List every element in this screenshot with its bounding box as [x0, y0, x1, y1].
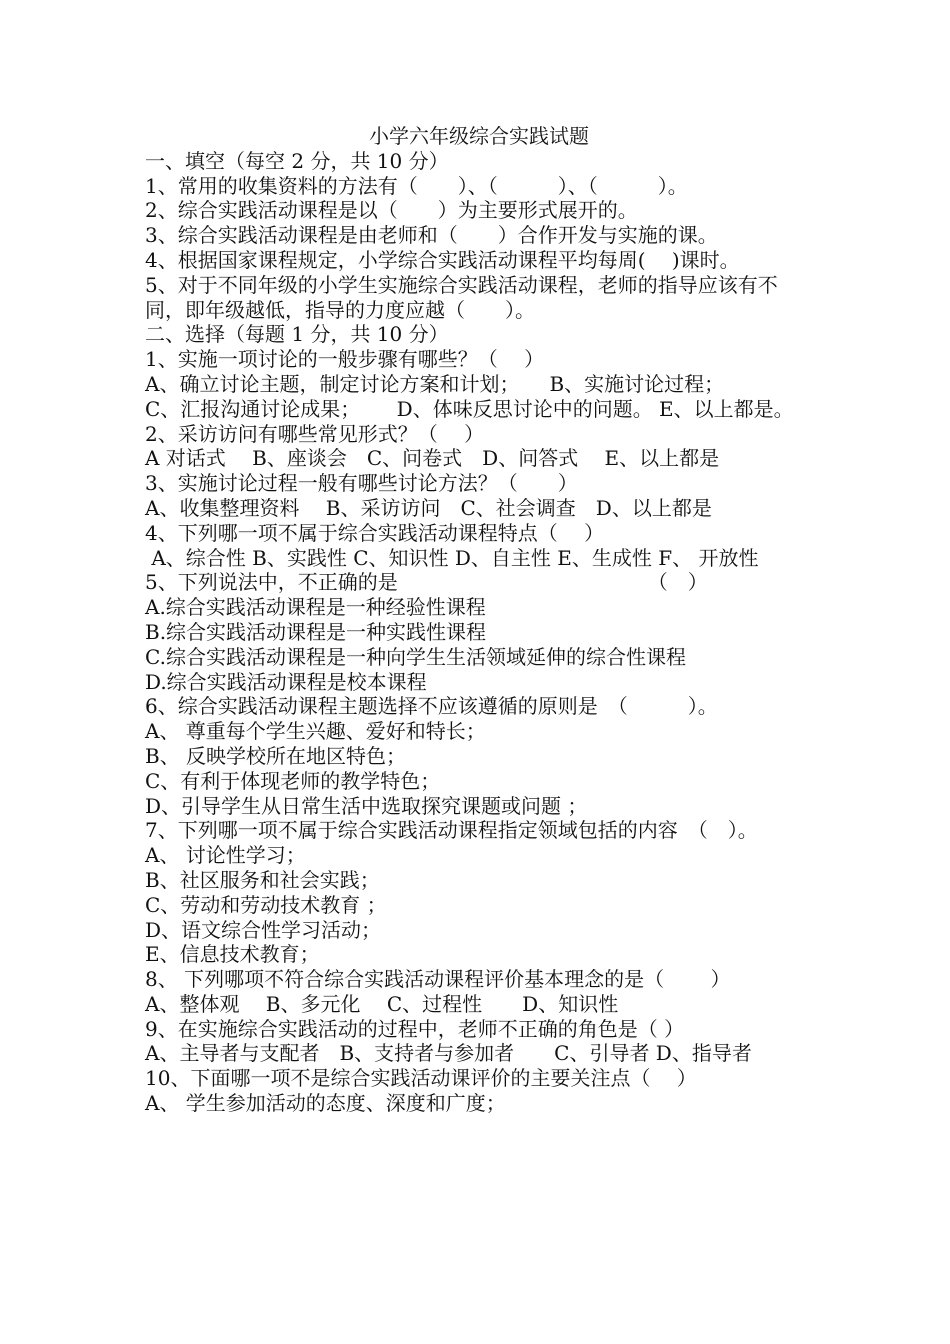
text-line: 二、选择（每题 1 分，共 10 分）: [145, 322, 449, 347]
text-line: A、 讨论性学习；: [145, 843, 306, 868]
text-line: 9、在实施综合实践活动的过程中，老师不正确的角色是（ ）: [145, 1016, 685, 1041]
text-line: A 对话式 B、座谈会 C、问卷式 D、问答式 E、以上都是: [145, 446, 720, 471]
text-line: 1、常用的收集资料的方法有（ ）、（ ）、（ ）。: [145, 173, 688, 198]
text-line: A、整体观 B、多元化 C、过程性 D、知识性: [145, 991, 619, 1016]
text-line: A、主导者与支配者 B、支持者与参加者 C、引导者 D、指导者: [145, 1041, 752, 1066]
text-line: C、有利于体现老师的教学特色；: [145, 768, 441, 793]
text-line: 一、填空（每空 2 分，共 10 分）: [145, 148, 449, 173]
question-list: [145, 149, 813, 1116]
text-line: 10、下面哪一项不是综合实践活动课评价的主要关注点（ ）: [145, 1066, 697, 1091]
text-line: 3、综合实践活动课程是由老师和（ ）合作开发与实施的课。: [145, 223, 718, 248]
text-line: 7、下列哪一项不属于综合实践活动课程指定领域包括的内容 （ ）。: [145, 818, 758, 843]
document-title: 小学六年级综合实践试题: [369, 124, 589, 148]
text-line: A、 尊重每个学生兴趣、爱好和特长；: [145, 719, 486, 744]
text-line: 2、综合实践活动课程是以（ ）为主要形式展开的。: [145, 198, 638, 223]
text-line: 3、实施讨论过程一般有哪些讨论方法？（ ）: [145, 471, 578, 496]
text-line: D、引导学生从日常生活中选取探究课题或问题 ；: [145, 793, 588, 818]
text-line: E、信息技术教育；: [145, 942, 320, 967]
text-line: C、汇报沟通讨论成果； D、体味反思讨论中的问题。 E、以上都是。: [145, 396, 794, 421]
text-line: A.综合实践活动课程是一种经验性课程: [145, 595, 486, 620]
text-line: 1、实施一项讨论的一般步骤有哪些？（ ）: [145, 347, 545, 372]
text-line: 5、下列说法中，不正确的是 （ ）: [145, 570, 708, 595]
text-line: D、语文综合性学习活动；: [145, 917, 382, 942]
text-line: A、收集整理资料 B、采访访问 C、社会调查 D、以上都是: [145, 495, 712, 520]
text-line: A、确立讨论主题，制定讨论方案和计划； B、实施讨论过程；: [145, 371, 725, 396]
text-line: A、 学生参加活动的态度、深度和广度；: [145, 1091, 506, 1116]
text-line: 4、根据国家课程规定，小学综合实践活动课程平均每周( )课时。: [145, 247, 740, 272]
text-line: 8、 下列哪项不符合综合实践活动课程评价基本理念的是（ ）: [145, 967, 731, 992]
text-line: B、社区服务和社会实践；: [145, 867, 380, 892]
text-line: B.综合实践活动课程是一种实践性课程: [145, 619, 487, 644]
text-line: A、综合性 B、实践性 C、知识性 D、自主性 E、生成性 F、 开放性: [145, 545, 759, 570]
text-line: 6、综合实践活动课程主题选择不应该遵循的原则是 （ ）。: [145, 694, 718, 719]
text-line: 5、对于不同年级的小学生实施综合实践活动课程，老师的指导应该有不同，即年级越低，指导的力度应越（ ）。: [145, 272, 778, 322]
text-line: C、劳动和劳动技术教育 ；: [145, 892, 387, 917]
text-line: D.综合实践活动课程是校本课程: [145, 669, 427, 694]
text-line: 4、下列哪一项不属于综合实践活动课程特点（ ）: [145, 520, 605, 545]
text-line: C.综合实践活动课程是一种向学生生活领域延伸的综合性课程: [145, 644, 686, 669]
document-body: [145, 124, 813, 1116]
text-line: 2、采访访问有哪些常见形式？（ ）: [145, 421, 485, 446]
text-line: B、 反映学校所在地区特色；: [145, 743, 407, 768]
